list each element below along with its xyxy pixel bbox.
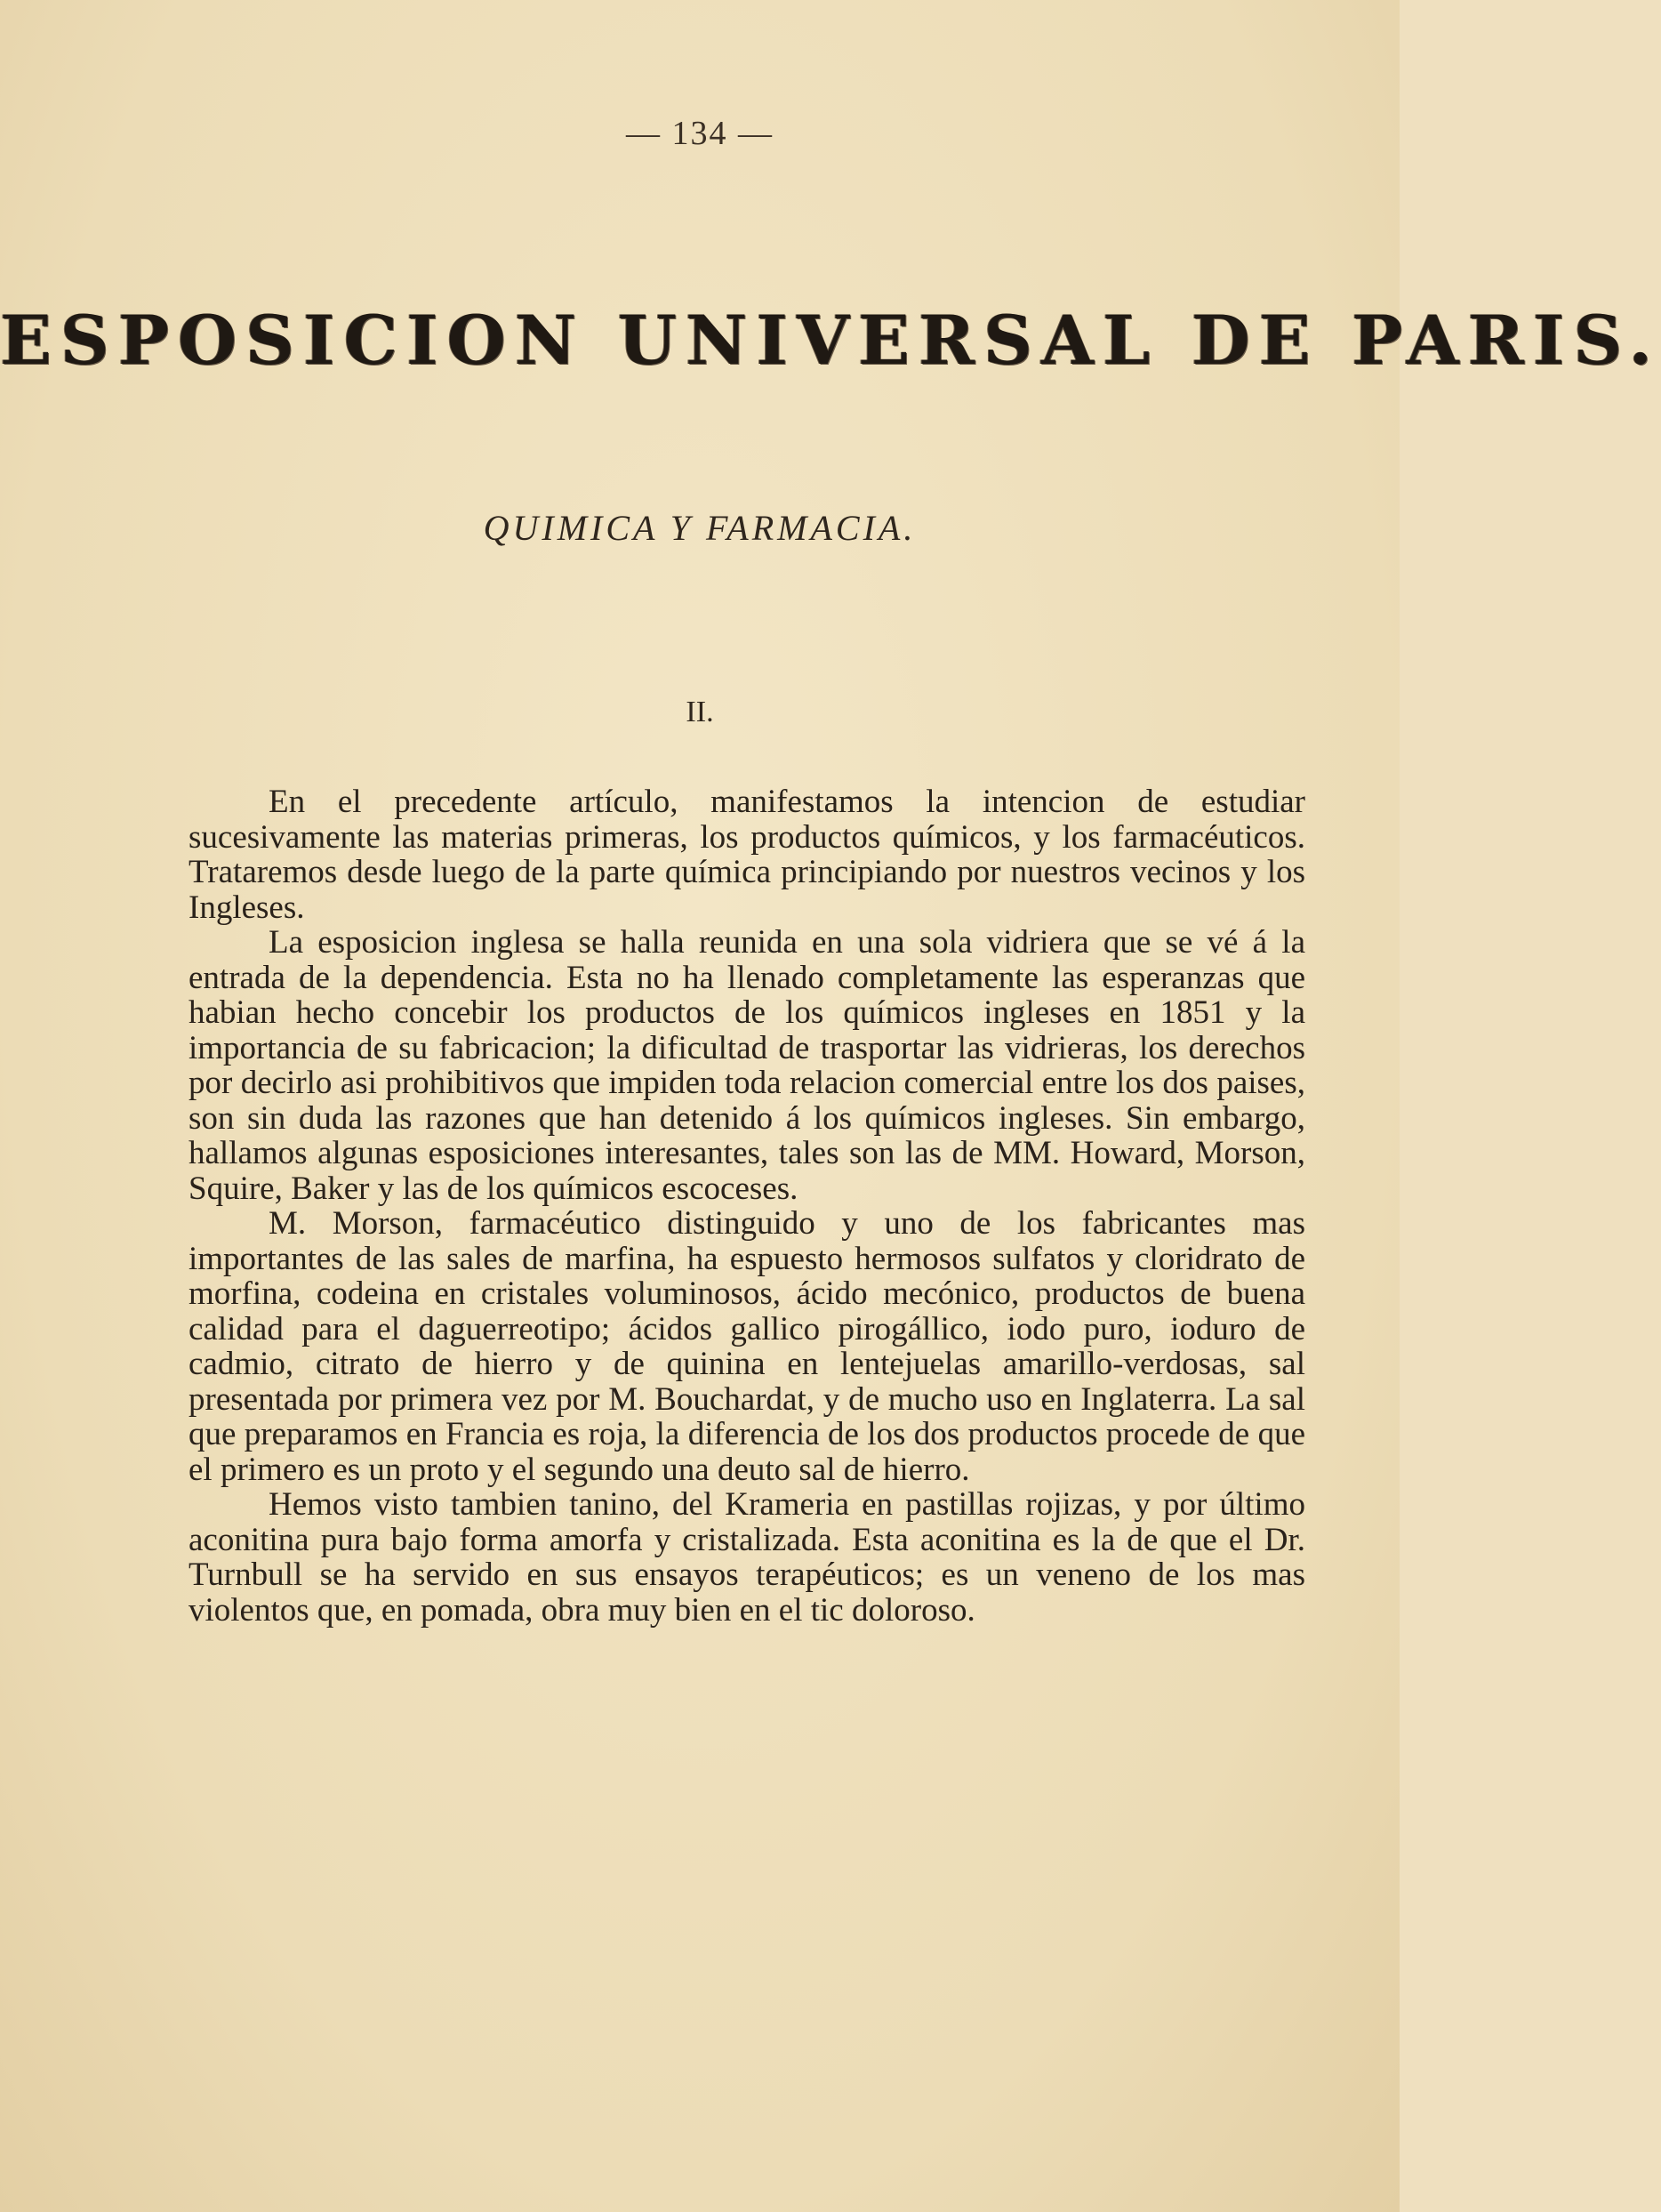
section-subtitle: QUIMICA Y FARMACIA. <box>483 508 917 548</box>
paragraph-4: Hemos visto tambien tanino, del Krameria en pastillas rojizas, y por último aconitina pura bajo forma amorfa y cristalizada. Esta aconitina es la de que el Dr. Turnbull se ha servido en sus ensayos terapéuticos; es un veneno de los mas violentos que, en pomada, obra muy bien en el tic doloroso. <box>189 1486 1305 1629</box>
section-number: II. <box>686 696 714 728</box>
paragraph-1: En el precedente artículo, manifestamos la intencion de estudiar sucesivamente las materias primeras, los productos químicos, y los farmacéuticos. Trataremos desde luego de la parte química principiando por nuestros vecinos y los Ingleses. <box>189 784 1305 926</box>
paragraph-2: La esposicion inglesa se halla reunida en una sola vidriera que se vé á la entrada de la dependencia. Esta no ha llenado completamente las esperanzas que habian hecho concebir los productos de los químicos ingleses en 1851 y la importancia de su fabricacion; la dificultad de trasportar las vidrieras, los derechos por decirlo asi prohibitivos que impiden toda relacion comercial entre los dos paises, son sin duda las razones que han detenido á los químicos ingleses. Sin embargo, hallamos algunas esposiciones interesantes, tales son las de MM. Howard, Morson, Squire, Baker y las de los químicos escoceses. <box>189 924 1305 1207</box>
paragraph-3: M. Morson, farmacéutico distinguido y uno de los fabricantes mas importantes de las sales de marfina, ha espuesto hermosos sulfatos y cloridrato de morfina, codeina en cristales voluminosos, ácido mecónico, productos de buena calidad para el daguerreotipo; ácidos gallico pirogállico, iodo puro, ioduro de cadmio, citrato de hierro y de quinina en lentejuelas amarillo-verdosas, sal presentada por primera vez por M. Bouchardat, y de mucho uso en Inglaterra. La sal que preparamos en Francia es roja, la diferencia de los dos productos procede de que el primero es un proto y el segundo una deuto sal de hierro. <box>189 1205 1305 1488</box>
page-number: — 134 — <box>626 115 774 152</box>
article-body <box>189 784 1305 1628</box>
page-title: ESPOSICION UNIVERSAL DE PARIS. <box>0 301 1661 380</box>
